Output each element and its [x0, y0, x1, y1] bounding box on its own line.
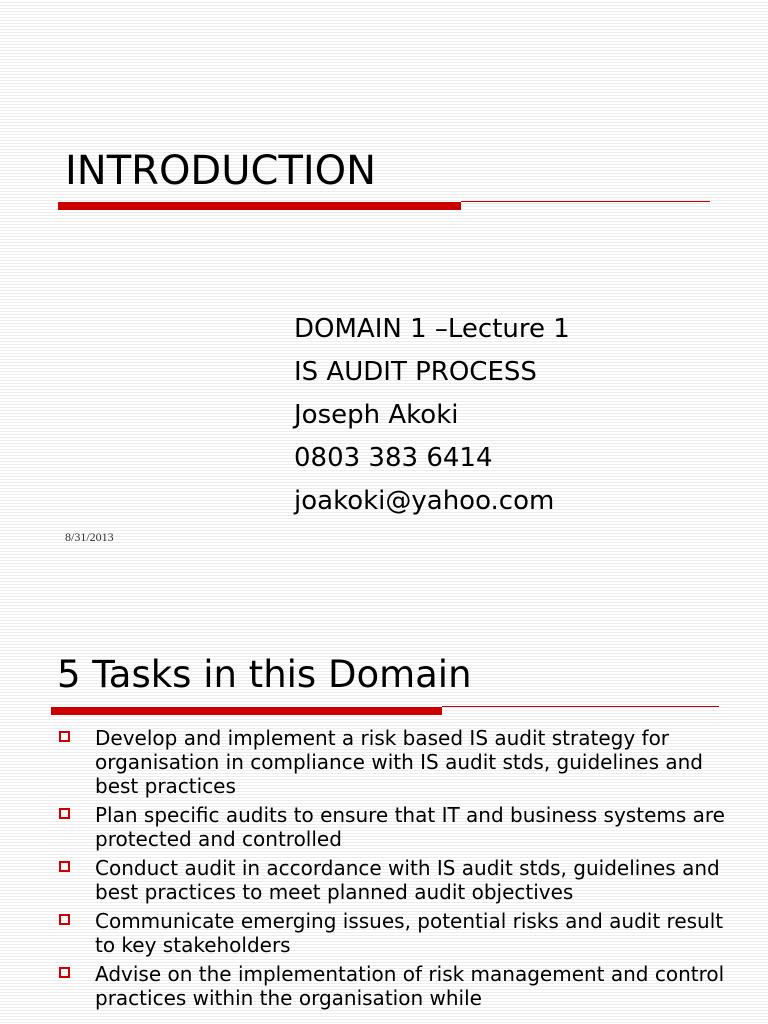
slide-date: 8/31/2013 — [65, 530, 114, 544]
list-item — [58, 726, 738, 798]
title-underline-thick — [58, 202, 461, 210]
subtitle-line-author: Joseph Akoki — [294, 400, 459, 430]
square-bullet-icon — [59, 967, 70, 978]
list-item — [58, 962, 738, 1010]
list-item — [58, 909, 738, 957]
slide-title: INTRODUCTION — [65, 148, 377, 194]
task-text: Conduct audit in accordance with IS audit stds, guidelines and best practices to meet planned audit objectives — [95, 856, 720, 904]
title-underline-thick — [51, 707, 442, 715]
square-bullet-icon — [59, 861, 70, 872]
slide-tasks — [0, 596, 768, 1024]
subtitle-line-email: joakoki@yahoo.com — [294, 486, 555, 516]
title-underline-thin — [461, 201, 710, 202]
title-underline-thin — [442, 706, 719, 707]
square-bullet-icon — [59, 914, 70, 925]
task-list — [58, 726, 738, 1015]
subtitle-block — [294, 308, 570, 523]
subtitle-line-process: IS AUDIT PROCESS — [294, 357, 537, 387]
square-bullet-icon — [59, 808, 70, 819]
task-text: Advise on the implementation of risk management and control practices within the organisation while — [95, 962, 725, 1010]
task-text: Communicate emerging issues, potential risks and audit result to key stakeholders — [95, 909, 724, 957]
list-item — [58, 803, 738, 851]
task-text: Plan specific audits to ensure that IT and business systems are protected and controlled — [95, 803, 725, 851]
subtitle-line-phone: 0803 383 6414 — [294, 443, 493, 473]
task-text: Develop and implement a risk based IS audit strategy for organisation in compliance with IS audit stds, guidelines and best practices — [95, 726, 703, 798]
list-item — [58, 856, 738, 904]
slide-title: 5 Tasks in this Domain — [57, 653, 472, 696]
square-bullet-icon — [59, 731, 70, 742]
subtitle-line-domain: DOMAIN 1 –Lecture 1 — [294, 314, 570, 344]
